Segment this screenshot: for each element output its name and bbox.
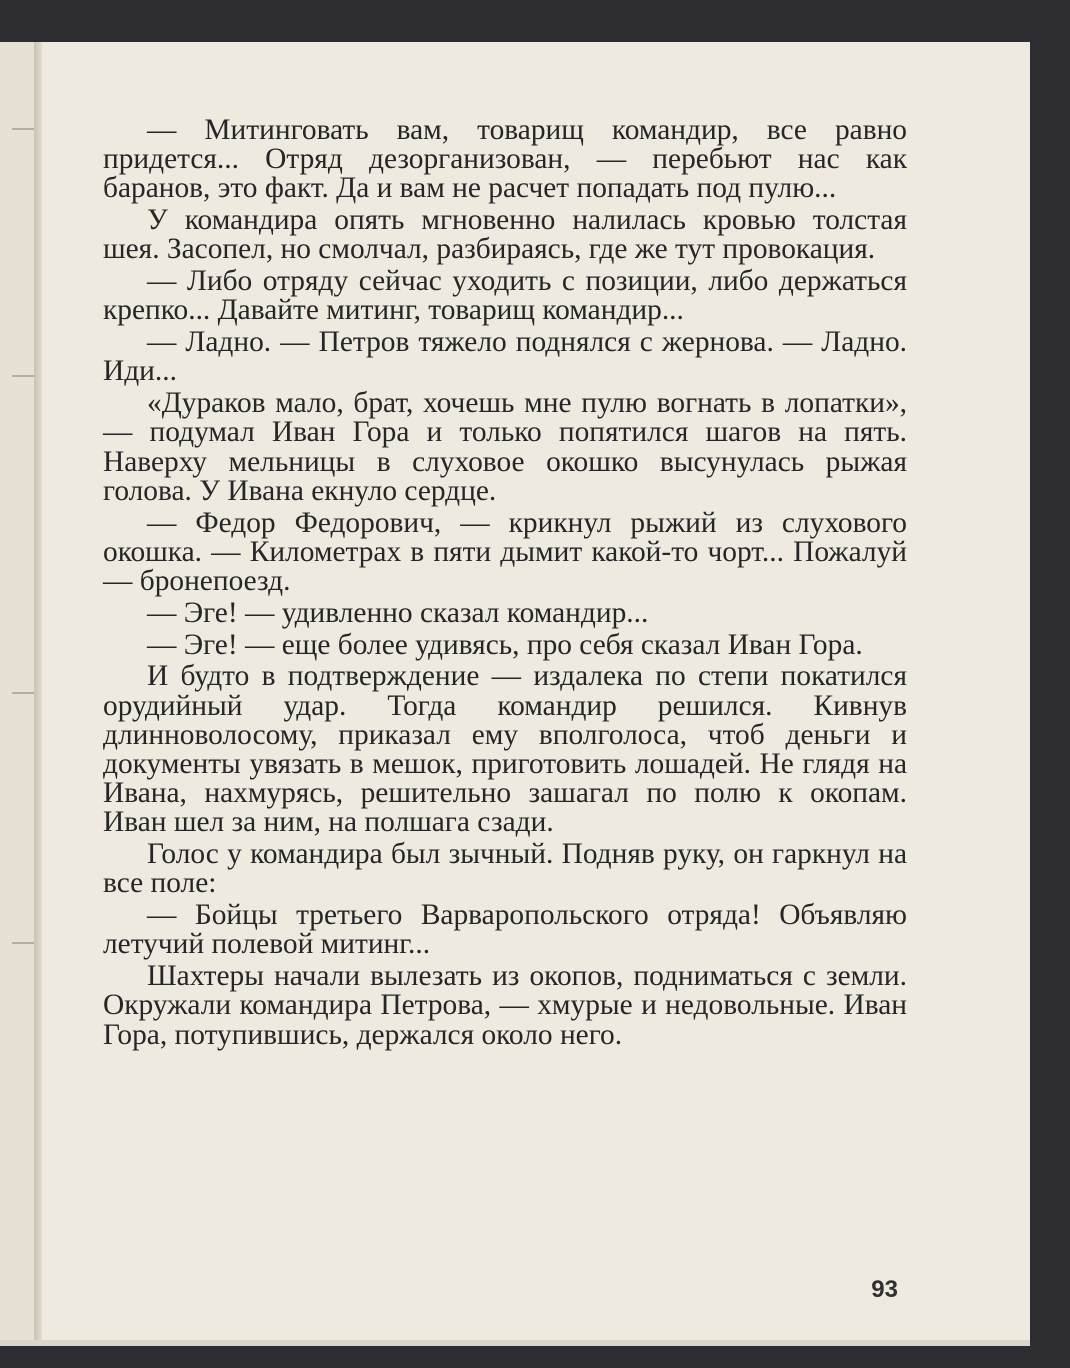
paragraph: У командира опять мгновенно налилась кровью толстая шея. Засопел, но смолчал, разбираясь, где же тут провокация. xyxy=(103,204,907,266)
page-gutter xyxy=(34,42,42,1342)
paragraph: «Дураков мало, брат, хочешь мне пулю вогнать в лопатки», — подумал Иван Гора и только попятился шагов на пять. Наверху мельницы в слуховое окошко высунулась рыжая голова. У Ивана екнуло сердце. xyxy=(103,387,907,507)
paragraph: И будто в подтверждение — издалека по степи покатился орудийный удар. Тогда командир решился. Кивнув длинноволосому, приказал ему вполголоса, чтоб деньги и документы увязать в мешок, приготовить лошадей. Не глядя на Ивана, нахмурясь, решительно зашагал по полю к окопам. Иван шел за ним, на полшага сзади. xyxy=(103,660,907,839)
paragraph: — Бойцы третьего Варваропольского отряда! Объявляю летучий полевой митинг... xyxy=(103,899,907,961)
body-text xyxy=(103,116,907,1052)
paragraph: — Либо отряду сейчас уходить с позиции, либо держаться крепко... Давайте митинг, товарищ командир... xyxy=(103,265,907,327)
paragraph: Голос у командира был зычный. Подняв руку, он гаркнул на все поле: xyxy=(103,838,907,900)
paragraph: — Эге! — еще более удивясь, про себя сказал Иван Гора. xyxy=(147,628,863,661)
paragraph: — Ладно. — Петров тяжело поднялся с жернова. — Ладно. Иди... xyxy=(103,326,907,388)
paragraph: — Эге! — удивленно сказал командир... xyxy=(147,596,649,629)
paragraph: — Митинговать вам, товарищ командир, все равно придется... Отряд дезорганизован, — перебьют нас как баранов, это факт. Да и вам не расчет попадать под пулю... xyxy=(103,114,907,205)
page-bottom-edge xyxy=(0,1340,1030,1346)
paragraph: — Федор Федорович, — крикнул рыжий из слухового окошка. — Километрах в пяти дымит какой-то чорт... Пожалуй — бронепоезд. xyxy=(103,506,907,598)
page-number: 93 xyxy=(871,1276,898,1303)
paragraph: Шахтеры начали вылезать из окопов, подниматься с земли. Окружали командира Петрова, — хмурые и недовольные. Иван Гора, потупившись, держался около него. xyxy=(103,960,907,1051)
